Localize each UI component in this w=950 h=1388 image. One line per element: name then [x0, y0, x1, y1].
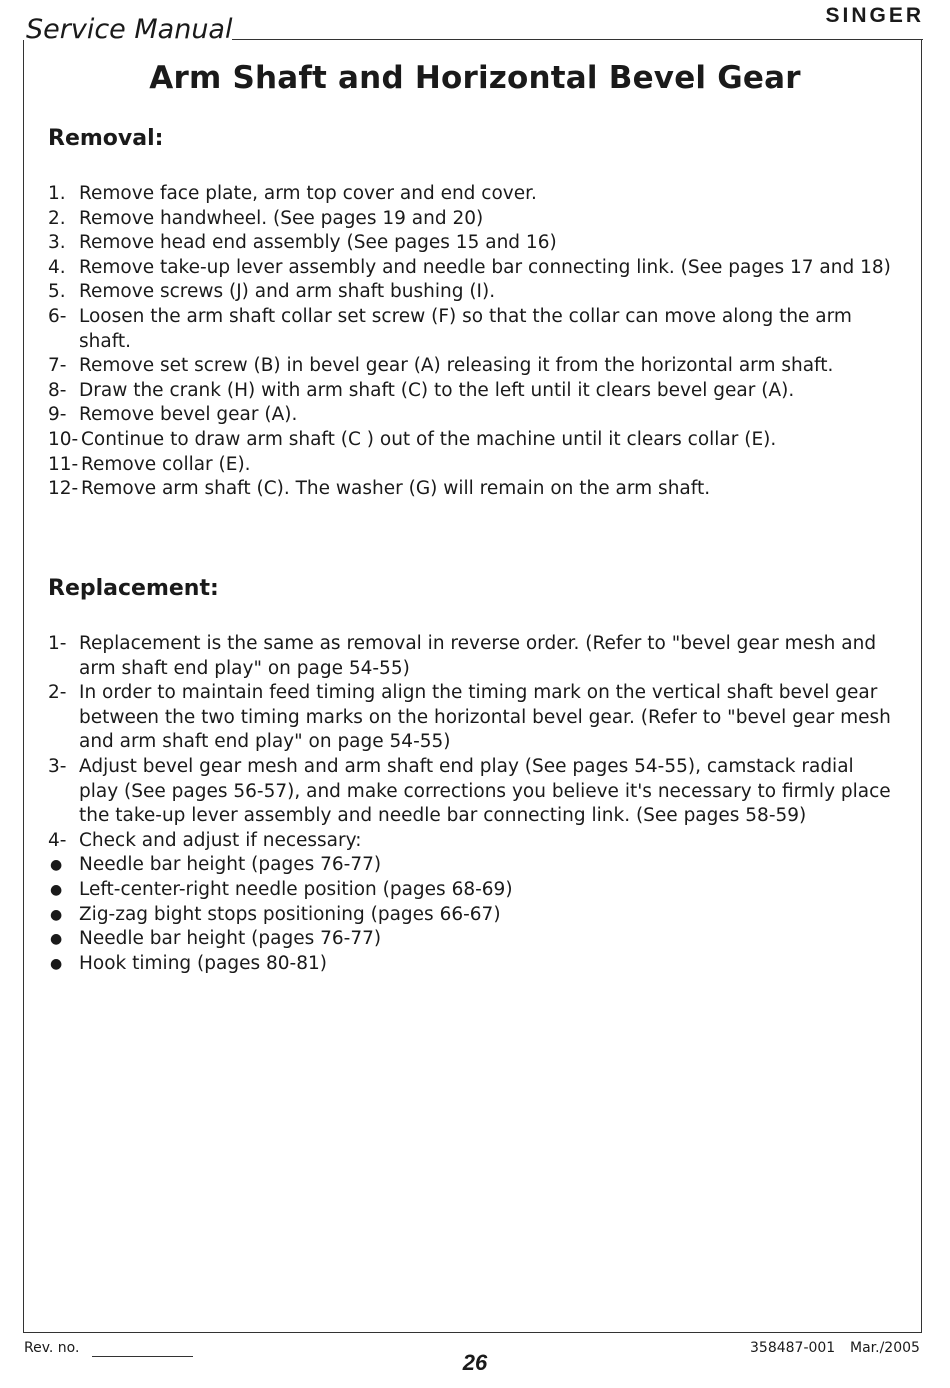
page-title: Arm Shaft and Horizontal Bevel Gear	[149, 60, 801, 96]
step-number: 8-	[48, 379, 67, 401]
step-text: Remove head end assembly (See pages 15 and 16)	[79, 232, 557, 254]
step-number: 12-	[48, 478, 79, 500]
removal-step	[48, 477, 898, 502]
removal-step	[48, 428, 898, 453]
checklist-text: Zig-zag bight stops positioning (pages 66-67)	[79, 903, 501, 925]
step-number: 6-	[48, 305, 67, 327]
step-number: 1-	[48, 633, 67, 654]
checklist-item	[48, 927, 898, 952]
step-text: Draw the crank (H) with arm shaft (C) to the left until it clears bevel gear (A).	[79, 379, 795, 401]
step-text: Loosen the arm shaft collar set screw (F) so that the collar can move along the arm shaft.	[79, 305, 852, 352]
removal-step	[48, 403, 898, 428]
checklist-text: Needle bar height (pages 76-77)	[79, 854, 382, 876]
step-text: Remove screws (J) and arm shaft bushing (I).	[79, 281, 496, 303]
step-text: Check and adjust if necessary:	[79, 829, 362, 851]
replacement-step	[48, 829, 898, 854]
checklist-text: Needle bar height (pages 76-77)	[79, 928, 382, 950]
step-number: 9-	[48, 404, 67, 426]
step-text: Adjust bevel gear mesh and arm shaft end play (See pages 54-55), camstack radial play (See pages 56-57), and make corrections you believe it's necessary to firmly place the take-up lever assembly and needle bar connecting link. (See pages 58-59)	[79, 755, 891, 827]
removal-step	[48, 379, 898, 404]
removal-step	[48, 280, 898, 305]
step-text: Remove bevel gear (A).	[79, 404, 298, 426]
removal-step	[48, 182, 898, 207]
replacement-step	[48, 755, 898, 829]
bullet-icon: ●	[50, 881, 63, 898]
rev-label: Rev. no.	[24, 1340, 80, 1356]
step-text: Remove face plate, arm top cover and end cover.	[79, 183, 537, 204]
checklist-text: Left-center-right needle position (pages 68-69)	[79, 878, 513, 900]
removal-step	[48, 231, 898, 256]
step-text: Remove set screw (B) in bevel gear (A) releasing it from the horizontal arm shaft.	[79, 355, 834, 377]
bullet-icon: ●	[50, 931, 63, 948]
step-number: 4-	[48, 829, 67, 851]
step-text: Replacement is the same as removal in reverse order. (Refer to "bevel gear mesh and arm shaft end play" on page 54-55)	[79, 633, 877, 679]
step-text: Remove handwheel. (See pages 19 and 20)	[79, 207, 484, 229]
step-number: 2-	[48, 682, 67, 704]
step-text: Continue to draw arm shaft (C ) out of the machine until it clears collar (E).	[81, 428, 777, 450]
checklist-item	[48, 853, 898, 878]
replacement-step	[48, 632, 898, 681]
removal-heading: Removal:	[48, 126, 164, 151]
checklist-item	[48, 903, 898, 928]
step-number: 11-	[48, 453, 79, 475]
replacement-step	[48, 681, 898, 755]
removal-step	[48, 256, 898, 281]
replacement-heading: Replacement:	[48, 576, 219, 601]
bullet-icon: ●	[50, 857, 63, 874]
checklist-item	[48, 952, 898, 977]
step-number: 7-	[48, 355, 67, 377]
step-number: 3-	[48, 755, 67, 777]
manual-title: Service Manual	[26, 14, 233, 45]
step-text: In order to maintain feed timing align the timing mark on the vertical shaft bevel gear between the two timing marks on the horizontal bevel gear. (Refer to "bevel gear mesh and arm shaft end play" on page 54-55)	[79, 682, 891, 753]
page-number: 26	[462, 1350, 488, 1375]
removal-step	[48, 305, 898, 354]
step-number: 1.	[48, 183, 66, 204]
checklist	[48, 853, 898, 976]
brand-logo: SINGER	[825, 4, 924, 27]
step-number: 2.	[48, 207, 66, 229]
doc-number: 358487-001	[750, 1340, 836, 1356]
removal-step	[48, 453, 898, 478]
step-number: 10-	[48, 428, 79, 450]
step-number: 4.	[48, 256, 66, 278]
removal-step	[48, 207, 898, 232]
removal-step	[48, 354, 898, 379]
step-number: 3.	[48, 232, 66, 254]
step-number: 5.	[48, 281, 66, 303]
checklist-text: Hook timing (pages 80-81)	[79, 952, 327, 974]
revision-date: Mar./2005	[850, 1340, 920, 1356]
step-text: Remove take-up lever assembly and needle bar connecting link. (See pages 17 and 18)	[79, 256, 891, 278]
removal-steps	[48, 182, 898, 502]
step-text: Remove collar (E).	[81, 453, 251, 475]
replacement-steps	[48, 632, 898, 976]
bullet-icon: ●	[50, 906, 63, 923]
bullet-icon: ●	[50, 955, 63, 972]
step-text: Remove arm shaft (C). The washer (G) will remain on the arm shaft.	[81, 478, 711, 500]
checklist-item	[48, 878, 898, 903]
